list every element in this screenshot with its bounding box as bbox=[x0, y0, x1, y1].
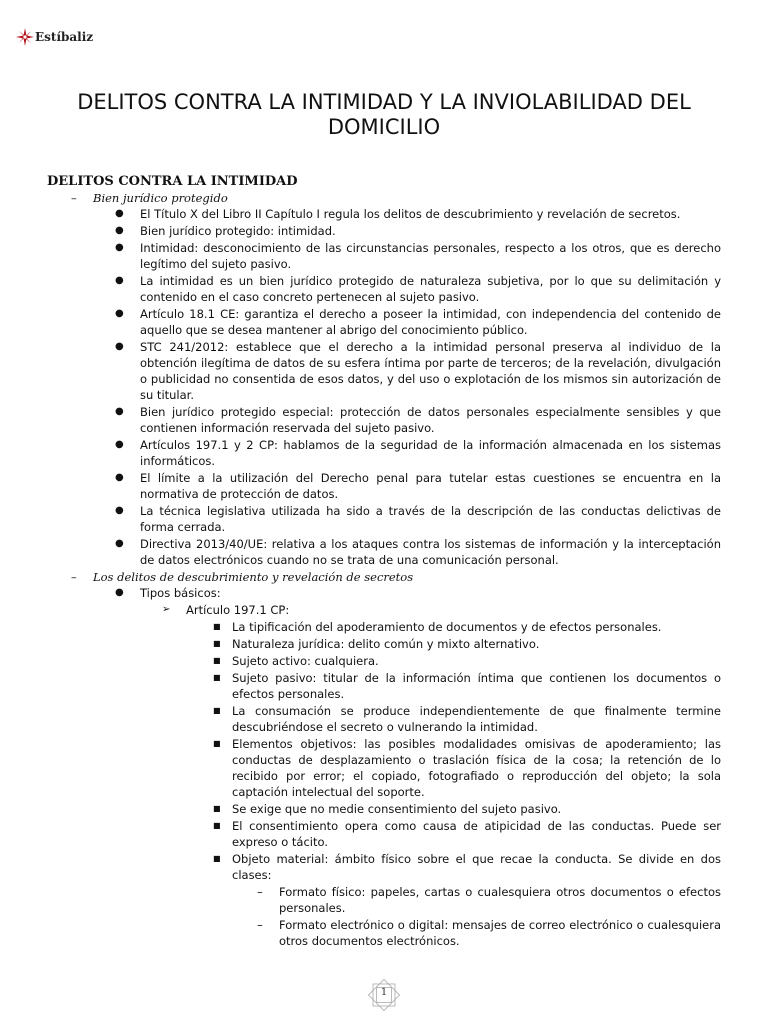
section-heading: DELITOS CONTRA LA INTIMIDAD bbox=[47, 174, 298, 189]
list-item bbox=[115, 339, 721, 403]
document-title: DELITOS CONTRA LA INTIMIDAD Y LA INVIOLABILIDAD DEL DOMICILIO bbox=[77, 90, 691, 139]
bullet-marker: ● bbox=[115, 439, 124, 450]
square-marker: ■ bbox=[213, 706, 221, 715]
list-item bbox=[213, 818, 721, 850]
dash-marker: – bbox=[257, 885, 263, 899]
list-item-text: Elementos objetivos: las posibles modalidades omisivas de apoderamiento; las conductas de desplazamiento o traslación física de la cosa; la retención de lo recibido por error; el copiado, fotografiado o reproducción del objeto; la sola captación intelectual del soporte. bbox=[232, 737, 721, 799]
list-item-text: Bien jurídico protegido especial: protección de datos personales especialmente sensibles y que contienen información reservada del sujeto pasivo. bbox=[140, 405, 721, 435]
list-item-text: Sujeto pasivo: titular de la información íntima que contienen los documentos o efectos personales. bbox=[232, 671, 721, 701]
list-item bbox=[257, 917, 721, 949]
subsection-heading-label: Bien jurídico protegido bbox=[93, 191, 228, 205]
list-item bbox=[213, 736, 721, 800]
list-item-text: La técnica legislativa utilizada ha sido a través de la descripción de las conductas delictivas de forma cerrada. bbox=[140, 504, 721, 534]
list-item bbox=[213, 670, 721, 702]
dash-marker: – bbox=[71, 191, 77, 205]
bullet-marker: ● bbox=[115, 225, 124, 236]
arrow-marker: ➢ bbox=[162, 604, 171, 615]
list-item-text: Naturaleza jurídica: delito común y mixto alternativo. bbox=[232, 637, 540, 651]
list-item-text: La intimidad es un bien jurídico protegido de naturaleza subjetiva, por lo que su delimitación y contenido en el caso concreto pertenecen al sujeto pasivo. bbox=[140, 274, 721, 304]
bullet-marker: ● bbox=[115, 242, 124, 253]
list-item-text: Bien jurídico protegido: intimidad. bbox=[140, 224, 336, 238]
list-item bbox=[115, 404, 721, 436]
list-item bbox=[115, 470, 721, 502]
subsection-heading-label: Los delitos de descubrimiento y revelación de secretos bbox=[93, 570, 414, 584]
list-item bbox=[213, 636, 721, 652]
bullet-list bbox=[0, 206, 768, 568]
list-item-text: Objeto material: ámbito físico sobre el que recae la conducta. Se divide en dos clases: bbox=[232, 852, 721, 882]
bullet-marker: ● bbox=[115, 275, 124, 286]
dash-marker: – bbox=[257, 918, 263, 932]
arrow-list bbox=[0, 602, 768, 618]
bullet-marker: ● bbox=[115, 505, 124, 516]
bullet-list bbox=[0, 585, 768, 601]
square-marker: ■ bbox=[213, 673, 221, 682]
square-marker: ■ bbox=[213, 804, 221, 813]
bullet-marker: ● bbox=[115, 538, 124, 549]
list-item-text: El consentimiento opera como causa de atipicidad de las conductas. Puede ser expreso o tácito. bbox=[232, 819, 721, 849]
square-marker: ■ bbox=[213, 854, 221, 863]
square-marker: ■ bbox=[213, 656, 221, 665]
list-item bbox=[115, 306, 721, 338]
subsection-heading bbox=[71, 190, 721, 206]
list-item bbox=[115, 206, 721, 222]
list-item bbox=[115, 240, 721, 272]
list-item-text: Directiva 2013/40/UE: relativa a los ataques contra los sistemas de información y la interceptación de datos electrónicos cuando no se trata de una comunicación personal. bbox=[140, 537, 721, 567]
bullet-marker: ● bbox=[115, 472, 124, 483]
document-body bbox=[0, 174, 768, 950]
list-item bbox=[213, 703, 721, 735]
list-item bbox=[115, 223, 721, 239]
square-marker: ■ bbox=[213, 639, 221, 648]
list-item bbox=[213, 619, 721, 635]
bullet-marker: ● bbox=[115, 406, 124, 417]
article-label: Artículo 197.1 CP: bbox=[186, 603, 290, 617]
page-number-ornament bbox=[364, 975, 404, 1015]
list-item bbox=[213, 851, 721, 883]
list-item-text: El Título X del Libro II Capítulo I regula los delitos de descubrimiento y revelación de secretos. bbox=[140, 207, 681, 221]
list-item bbox=[213, 801, 721, 817]
bullet-marker: ● bbox=[115, 308, 124, 319]
list-item-text: STC 241/2012: establece que el derecho a la intimidad personal preserva al individuo de la obtención ilegítima de datos de su esfera íntima por parte de terceros; de la revelación, divulgación o publicidad no consentida de esos datos, y del uso o explotación de los mismos sin autorización de su titular. bbox=[140, 340, 721, 402]
tipos-basicos-label: Tipos básicos: bbox=[140, 586, 221, 600]
red-star-icon bbox=[16, 28, 34, 46]
list-item bbox=[257, 884, 721, 916]
dash-marker: – bbox=[71, 570, 77, 584]
list-item bbox=[115, 437, 721, 469]
square-marker: ■ bbox=[213, 821, 221, 830]
page-number: 1 bbox=[380, 987, 388, 998]
square-marker: ■ bbox=[213, 739, 221, 748]
brand-logo bbox=[16, 28, 93, 46]
list-item-text: Formato electrónico o digital: mensajes de correo electrónico o cualesquiera otros documentos electrónicos. bbox=[279, 918, 721, 948]
list-item bbox=[115, 503, 721, 535]
list-item-text: Formato físico: papeles, cartas o cualesquiera otros documentos o efectos personales. bbox=[279, 885, 721, 915]
list-item bbox=[115, 585, 721, 601]
list-item-text: El límite a la utilización del Derecho penal para tutelar estas cuestiones se encuentra en la normativa de protección de datos. bbox=[140, 471, 721, 501]
list-item-text: Intimidad: desconocimiento de las circunstancias personales, respecto a los otros, que es derecho legítimo del sujeto pasivo. bbox=[140, 241, 721, 271]
list-item-text: La consumación se produce independientemente de que finalmente termine descubriéndose el secreto o vulnerando la intimidad. bbox=[232, 704, 721, 734]
list-item bbox=[213, 653, 721, 669]
list-item-text: Artículo 18.1 CE: garantiza el derecho a poseer la intimidad, con independencia del contenido de aquello que se desea mantener al abrigo del conocimiento público. bbox=[140, 307, 721, 337]
brand-name: Estíbaliz bbox=[35, 30, 94, 44]
list-item-text: Artículos 197.1 y 2 CP: hablamos de la seguridad de la información almacenada en los sistemas informáticos. bbox=[140, 438, 721, 468]
list-item-text: Sujeto activo: cualquiera. bbox=[232, 654, 379, 668]
subsection-heading bbox=[71, 569, 721, 585]
bullet-marker: ● bbox=[115, 208, 124, 219]
list-item bbox=[162, 602, 721, 618]
list-item-text: Se exige que no medie consentimiento del sujeto pasivo. bbox=[232, 802, 562, 816]
square-marker: ■ bbox=[213, 622, 221, 631]
list-item bbox=[115, 536, 721, 568]
bullet-marker: ● bbox=[115, 341, 124, 352]
dash-list bbox=[0, 884, 768, 949]
list-item bbox=[115, 273, 721, 305]
bullet-marker: ● bbox=[115, 587, 124, 598]
list-item-text: La tipificación del apoderamiento de documentos y de efectos personales. bbox=[232, 620, 662, 634]
square-list bbox=[0, 619, 768, 883]
